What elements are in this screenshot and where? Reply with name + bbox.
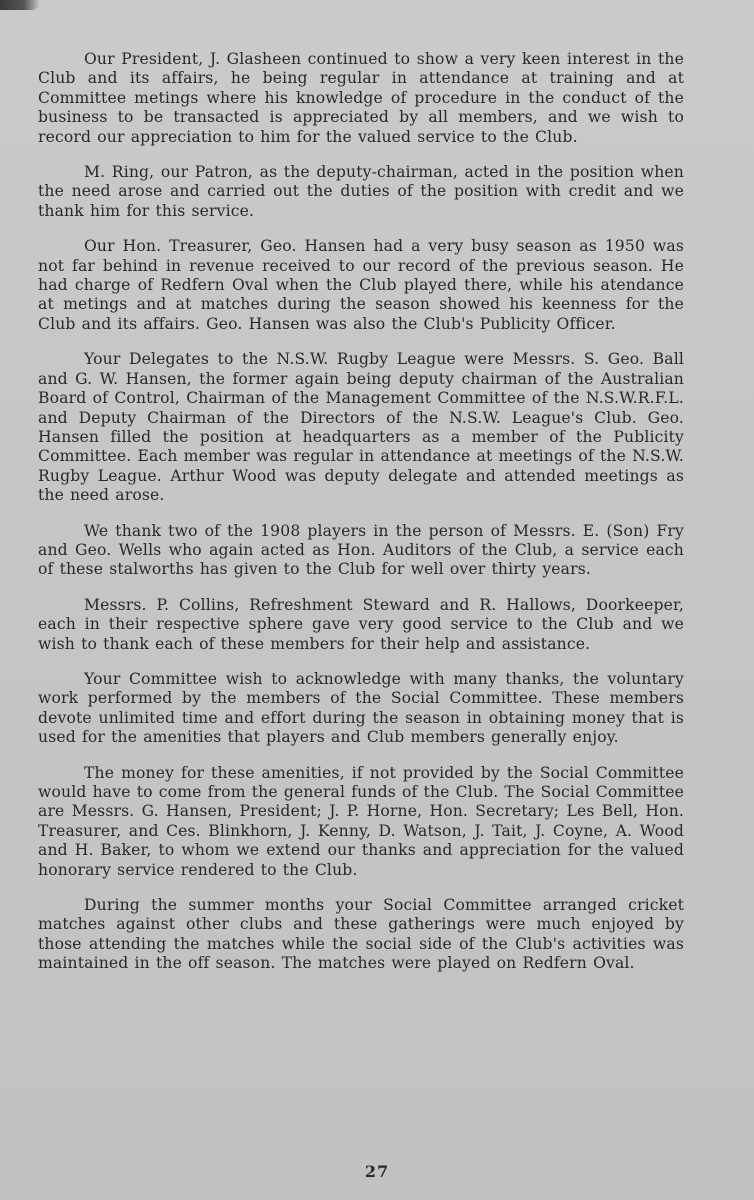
paragraph-social-committee-members: The money for these amenities, if not provided by the Social Committee would have to come from the general funds of the Club. The Social Committee are Messrs. G. Hansen, President; J. P. Horne, Hon. Secretary; Les Bell, Hon. Treasurer, and Ces. Blinkhorn, J. Kenny, D. Watson, J. Tait, J. Coyne, A. Wood and H. Baker, to whom we extend our thanks and appreciation for the valued honorary service rendered to the Club. xyxy=(38,763,684,879)
paragraph-auditors: We thank two of the 1908 players in the person of Messrs. E. (Son) Fry and Geo. Wells who again acted as Hon. Auditors of the Club, a service each of these stalworths has given to the Club for well over thirty years. xyxy=(38,521,684,579)
paragraph-patron: M. Ring, our Patron, as the deputy-chairman, acted in the position when the need arose and carried out the duties of the position with credit and we thank him for this service. xyxy=(38,163,684,220)
paragraph-steward-doorkeeper: Messrs. P. Collins, Refreshment Steward and R. Hallows, Doorkeeper, each in their respective sphere gave very good service to the Club and we wish to thank each of these members for their help and assistance. xyxy=(38,595,684,653)
paragraph-cricket-matches: During the summer months your Social Committee arranged cricket matches against other clubs and these gatherings were much enjoyed by those attending the matches while the social side of the Club's activities was maintained in the off season. The matches were played on Redfern Oval. xyxy=(38,896,684,973)
paragraph-delegates: Your Delegates to the N.S.W. Rugby League were Messrs. S. Geo. Ball and G. W. Hansen, the former again being deputy chairman of the Australian Board of Control, Chairman of the Management Committee of the N.S.W.R.F.L. and Deputy Chairman of the Directors of the N.S.W. League's Club. Geo. Hansen filled the position at headquarters as a member of the Publicity Committee. Each member was regular in attendance at meetings of the N.S.W. Rugby League. Arthur Wood was deputy delegate and attended meetings as the need arose. xyxy=(38,350,684,505)
paragraph-treasurer: Our Hon. Treasurer, Geo. Hansen had a very busy season as 1950 was not far behind in revenue received to our record of the previous season. He had charge of Redfern Oval when the Club played there, while his atendance at metings and at matches during the season showed his keenness for the Club and its affairs. Geo. Hansen was also the Club's Publicity Officer. xyxy=(38,237,684,333)
paragraph-president: Our President, J. Glasheen continued to show a very keen interest in the Club and its affairs, he being regular in attendance at training and at Committee metings where his knowledge of procedure in the conduct of the business to be transacted is appreciated by all members, and we wish to record our appreciation to him for the valued service to the Club. xyxy=(38,50,684,146)
body-text xyxy=(38,50,684,990)
page-corner-mark xyxy=(0,0,40,10)
page-number: 27 xyxy=(364,1162,390,1181)
paragraph-social-committee-thanks: Your Committee wish to acknowledge with many thanks, the voluntary work performed by the members of the Social Committee. These members devote unlimited time and effort during the season in obtaining money that is used for the amenities that players and Club members generally enjoy. xyxy=(38,669,684,747)
